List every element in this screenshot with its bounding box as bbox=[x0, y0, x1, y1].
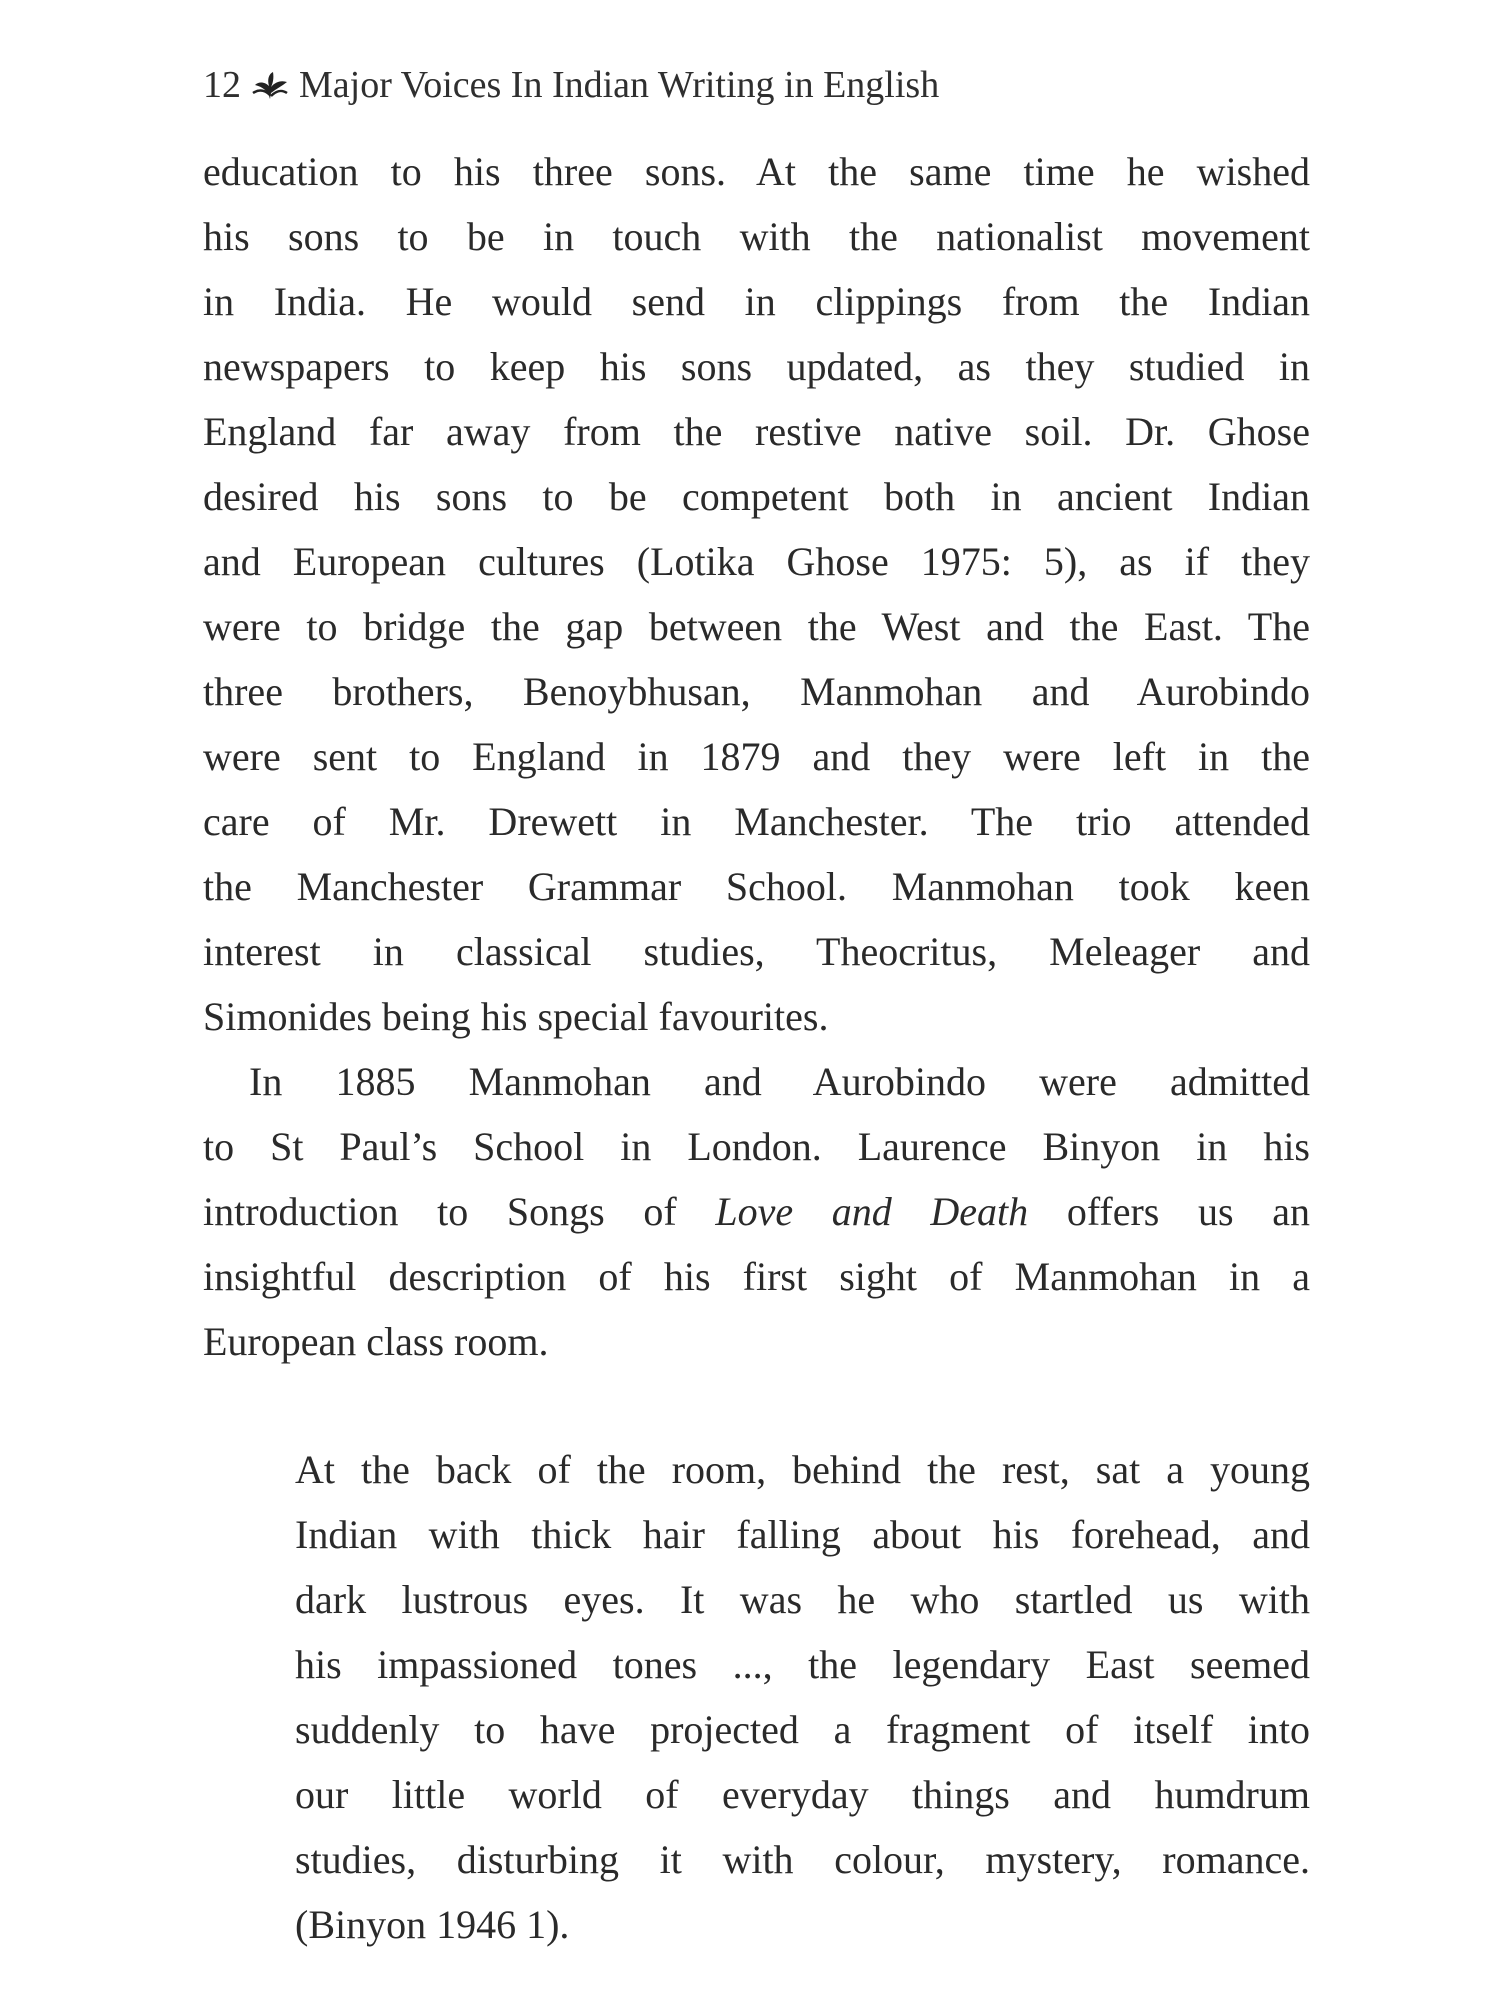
book-title-italic: Love and Death bbox=[715, 1189, 1029, 1234]
text-line: England far away from the restive native soil. Dr. Ghose bbox=[203, 409, 1310, 454]
quote-line: studies, disturbing it with colour, mystery, romance. bbox=[295, 1837, 1310, 1882]
text-line: were to bridge the gap between the West and the East. The bbox=[203, 604, 1310, 649]
quote-line: At the back of the room, behind the rest, sat a young bbox=[295, 1447, 1310, 1492]
running-head bbox=[203, 60, 939, 110]
quote-line: his impassioned tones ..., the legendary East seemed bbox=[295, 1642, 1310, 1687]
text-line: to St Paul’s School in London. Laurence Binyon in his bbox=[203, 1124, 1310, 1169]
text-segment: offers us an bbox=[1028, 1189, 1310, 1234]
quote-line: Indian with thick hair falling about his forehead, and bbox=[295, 1512, 1310, 1557]
text-line: insightful description of his first sight of Manmohan in a bbox=[203, 1254, 1310, 1299]
text-line: and European cultures (Lotika Ghose 1975: 5), as if they bbox=[203, 539, 1310, 584]
paragraph-1 bbox=[203, 139, 1310, 1049]
text-line: newspapers to keep his sons updated, as they studied in bbox=[203, 344, 1310, 389]
text-segment: introduction to Songs of bbox=[203, 1189, 716, 1234]
text-line: his sons to be in touch with the nationalist movement bbox=[203, 214, 1310, 259]
text-line: education to his three sons. At the same time he wished bbox=[203, 149, 1310, 194]
text-line: were sent to England in 1879 and they were left in the bbox=[203, 734, 1310, 779]
quote-line: our little world of everyday things and humdrum bbox=[295, 1772, 1310, 1817]
quote-line: suddenly to have projected a fragment of itself into bbox=[295, 1707, 1310, 1752]
text-line: desired his sons to be competent both in ancient Indian bbox=[203, 474, 1310, 519]
text-line bbox=[203, 1179, 1310, 1244]
book-title: Major Voices In Indian Writing in English bbox=[299, 64, 940, 106]
body-text bbox=[203, 139, 1310, 1374]
text-line: care of Mr. Drewett in Manchester. The trio attended bbox=[203, 799, 1310, 844]
page-number: 12 bbox=[203, 64, 241, 106]
text-line: the Manchester Grammar School. Manmohan took keen bbox=[203, 864, 1310, 909]
block-quote bbox=[295, 1437, 1310, 1957]
text-line: interest in classical studies, Theocritus, Meleager and bbox=[203, 929, 1310, 974]
quote-citation: (Binyon 1946 1). bbox=[295, 1902, 570, 1947]
text-line: Simonides being his special favourites. bbox=[203, 994, 829, 1039]
paragraph-2 bbox=[203, 1049, 1310, 1374]
text-line: three brothers, Benoybhusan, Manmohan and Aurobindo bbox=[203, 669, 1310, 714]
leaf-ornament-icon bbox=[249, 71, 291, 101]
text-line: in India. He would send in clippings from the Indian bbox=[203, 279, 1310, 324]
quote-line: dark lustrous eyes. It was he who startled us with bbox=[295, 1577, 1310, 1622]
text-line: European class room. bbox=[203, 1319, 549, 1364]
text-line: In 1885 Manmohan and Aurobindo were admitted bbox=[249, 1059, 1310, 1104]
